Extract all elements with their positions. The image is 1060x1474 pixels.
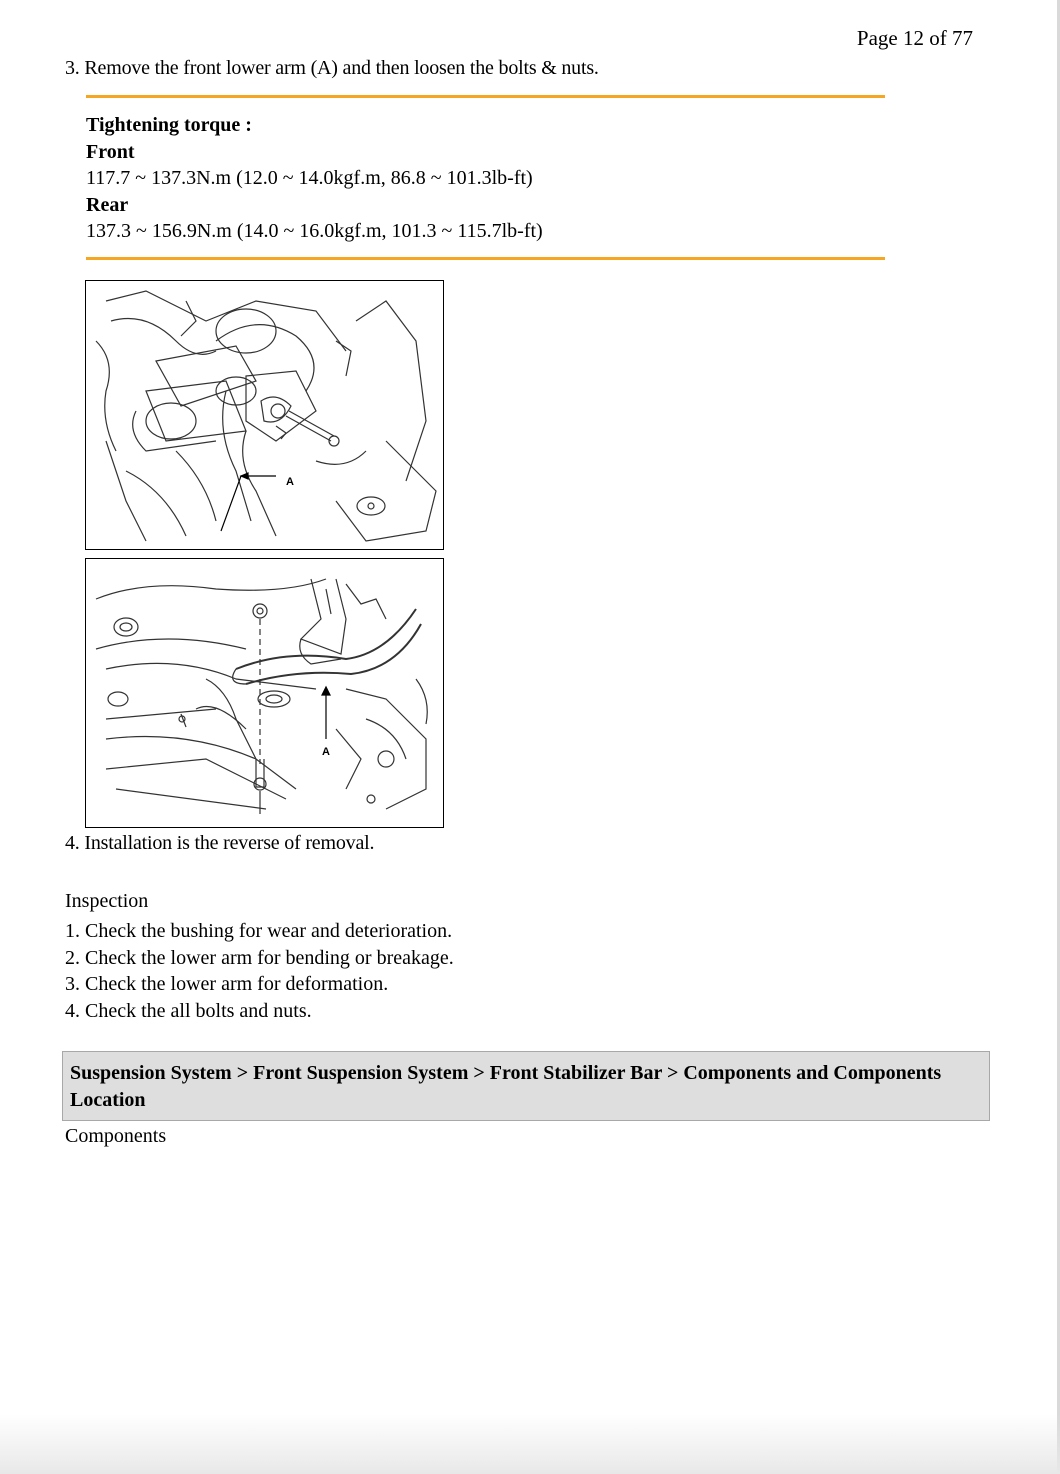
figure-2-callout-a: A xyxy=(322,746,330,758)
torque-front-label: Front xyxy=(86,140,135,163)
step-4-text: 4. Installation is the reverse of removal. xyxy=(65,832,375,854)
figure-lower-arm-front-bolt xyxy=(85,280,444,550)
section-breadcrumb-bar: Suspension System > Front Suspension System > Front Stabilizer Bar > Components and Components Location xyxy=(62,1051,990,1121)
figure-1-illustration xyxy=(86,281,443,549)
inspection-item: 2. Check the lower arm for bending or breakage. xyxy=(65,946,454,969)
orange-divider-top xyxy=(86,95,885,98)
inspection-block xyxy=(65,888,454,1025)
page-bottom-shadow xyxy=(0,1414,1060,1474)
inspection-title: Inspection xyxy=(65,890,149,912)
figure-1-callout-a: A xyxy=(286,476,294,488)
torque-title: Tightening torque : xyxy=(86,114,252,136)
figure-lower-arm-rear-bolt xyxy=(85,558,444,828)
torque-rear-label: Rear xyxy=(86,193,129,216)
figure-2-illustration xyxy=(86,559,443,827)
torque-rear-value: 137.3 ~ 156.9N.m (14.0 ~ 16.0kgf.m, 101.3 ~ 115.7lb-ft) xyxy=(86,220,543,242)
torque-front-value: 117.7 ~ 137.3N.m (12.0 ~ 14.0kgf.m, 86.8 ~ 101.3lb-ft) xyxy=(86,167,533,189)
components-heading: Components xyxy=(65,1125,167,1147)
page-number: Page 12 of 77 xyxy=(856,26,973,50)
torque-spec-block xyxy=(86,112,543,245)
inspection-item: 3. Check the lower arm for deformation. xyxy=(65,973,389,996)
step-3-text: 3. Remove the front lower arm (A) and then loosen the bolts & nuts. xyxy=(65,57,599,79)
orange-divider-bottom xyxy=(86,257,885,260)
inspection-item: 1. Check the bushing for wear and deterioration. xyxy=(65,919,453,942)
inspection-item: 4. Check the all bolts and nuts. xyxy=(65,1000,312,1023)
